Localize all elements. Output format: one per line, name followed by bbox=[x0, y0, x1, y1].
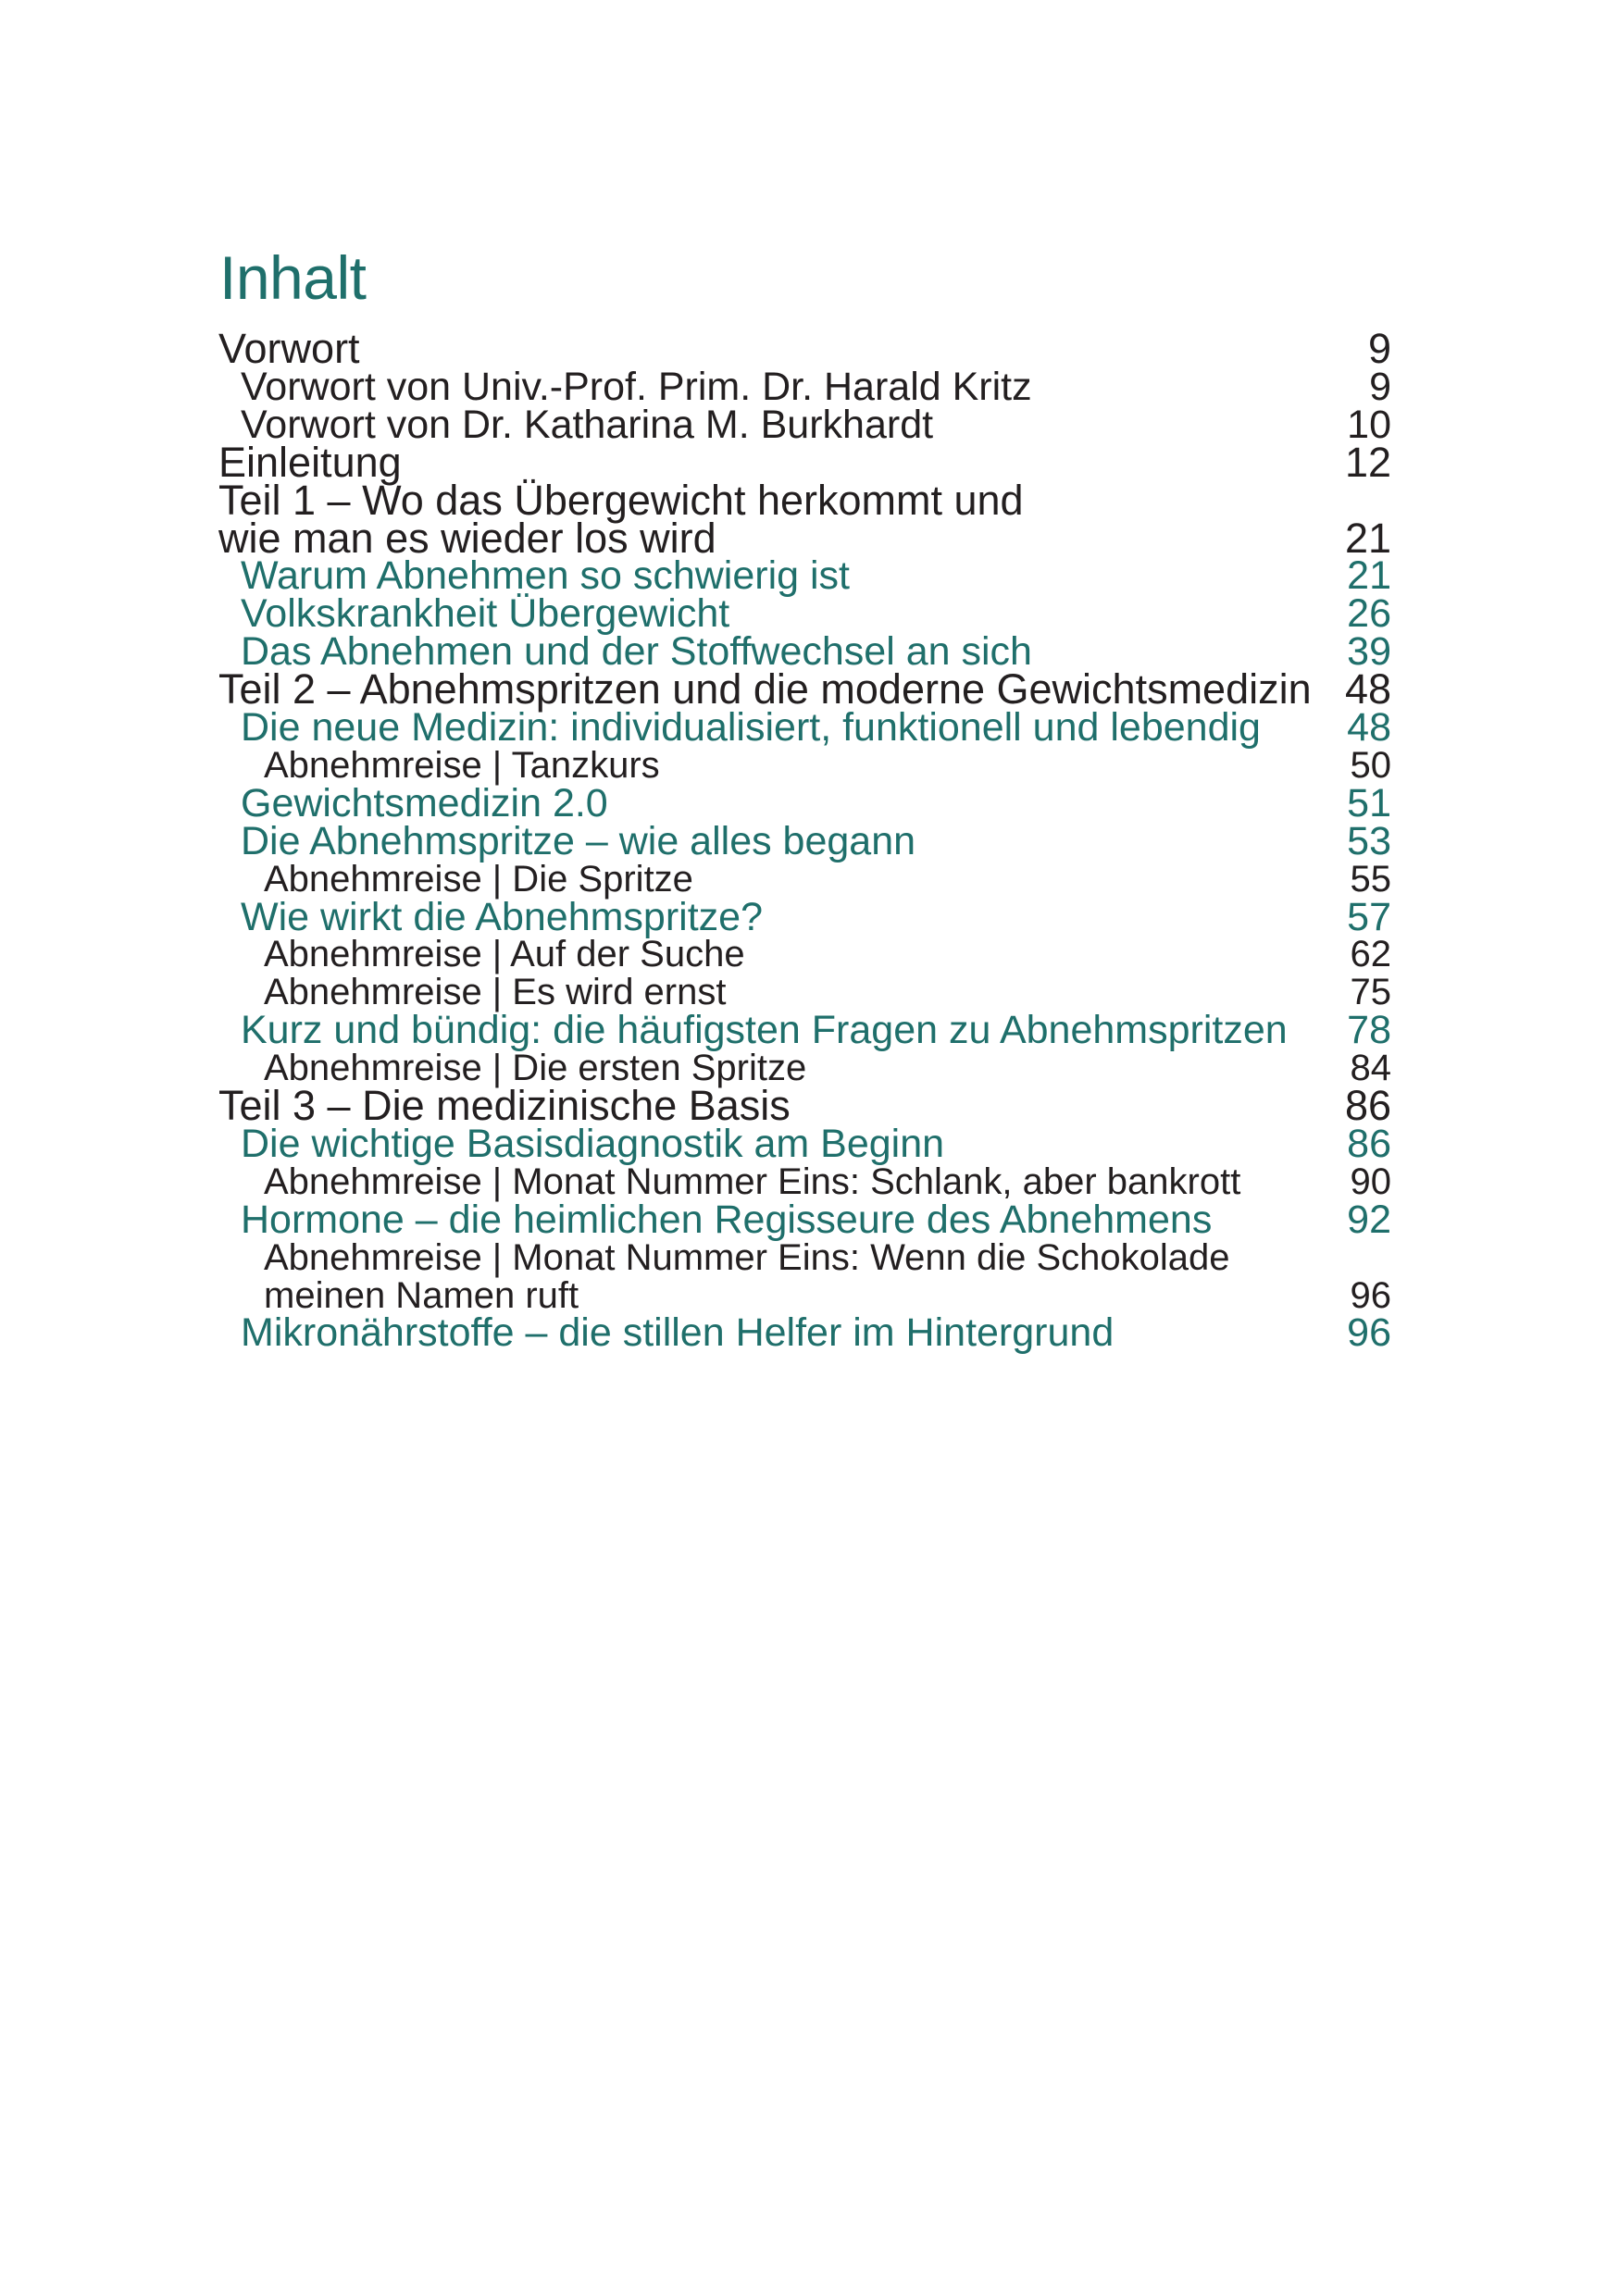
toc-entry[interactable] bbox=[0, 1302, 1619, 1363]
toc-entry-page-number: 86 bbox=[1344, 1082, 1391, 1129]
toc-entry-title: Hormone – die heimlichen Regisseure des Abnehmens bbox=[241, 1197, 1213, 1242]
toc-entry-page-number: 78 bbox=[1347, 1008, 1391, 1053]
toc-entry-title: Mikronährstoffe – die stillen Helfer im Hintergrund bbox=[241, 1310, 1115, 1356]
toc-entry-title: Die Abnehmspritze – wie alles begann bbox=[241, 818, 916, 863]
toc-entry-title: Abnehmreise | Tanzkurs bbox=[264, 744, 660, 786]
toc-entry-page-number: 39 bbox=[1347, 629, 1391, 675]
toc-entry-title: Vorwort bbox=[218, 325, 360, 372]
toc-entry-title: wie man es wieder los wird bbox=[218, 514, 716, 562]
toc-entry-page-number: 84 bbox=[1350, 1048, 1391, 1089]
toc-entry-page-number: 9 bbox=[1369, 364, 1391, 409]
toc-entry-page-number: 21 bbox=[1347, 553, 1391, 599]
toc-entry-page-number: 75 bbox=[1350, 972, 1391, 1013]
toc-entry-title: Kurz und bündig: die häufigsten Fragen zu Abnehmspritzen bbox=[241, 1008, 1288, 1053]
toc-entry-title: Teil 1 – Wo das Übergewicht herkommt und bbox=[218, 476, 1024, 524]
toc-entry-page-number: 9 bbox=[1367, 325, 1391, 372]
toc-entry-title: Volkskrankheit Übergewicht bbox=[241, 591, 730, 637]
toc-entry-page-number: 96 bbox=[1350, 1274, 1391, 1316]
toc-entry-title: Das Abnehmen und der Stoffwechsel an sich bbox=[241, 629, 1032, 675]
toc-entry-title: Einleitung bbox=[218, 438, 402, 486]
toc-entry-title: Vorwort von Univ.-Prof. Prim. Dr. Harald Kritz bbox=[241, 364, 1032, 409]
toc-entry-page-number: 57 bbox=[1347, 894, 1391, 939]
toc-entry-title: Abnehmreise | Es wird ernst bbox=[264, 972, 727, 1013]
toc-entry-page-number: 92 bbox=[1347, 1197, 1391, 1242]
toc-entry-page-number: 62 bbox=[1350, 934, 1391, 975]
toc-entry-page-number: 12 bbox=[1344, 438, 1391, 486]
toc-entry-title: Gewichtsmedizin 2.0 bbox=[241, 780, 608, 825]
toc-entry-page-number: 55 bbox=[1350, 858, 1391, 900]
page-title: Inhalt bbox=[219, 243, 367, 312]
toc-entry-page-number: 48 bbox=[1347, 705, 1391, 750]
toc-entry-title: Abnehmreise | Auf der Suche bbox=[264, 934, 745, 975]
toc-entry-title: Wie wirkt die Abnehmspritze? bbox=[241, 894, 763, 939]
toc-entry-page-number: 26 bbox=[1347, 591, 1391, 637]
toc-entry-title: Die wichtige Basisdiagnostik am Beginn bbox=[241, 1121, 945, 1166]
toc-entry-page-number: 21 bbox=[1344, 514, 1391, 562]
toc-entry-page-number: 10 bbox=[1347, 402, 1391, 447]
toc-entry-page-number: 86 bbox=[1347, 1121, 1391, 1166]
toc-entry-title: Abnehmreise | Die Spritze bbox=[264, 858, 693, 900]
toc-entry-title: Warum Abnehmen so schwierig ist bbox=[241, 553, 850, 599]
toc-entry-title: meinen Namen ruft bbox=[264, 1274, 579, 1316]
toc-entry-title: Abnehmreise | Monat Nummer Eins: Schlank, aber bankrott bbox=[264, 1160, 1241, 1202]
toc-entry-title: Die neue Medizin: individualisiert, funktionell und lebendig bbox=[241, 705, 1261, 750]
toc-entry-title: Abnehmreise | Die ersten Spritze bbox=[264, 1048, 807, 1089]
toc-entry-title: Teil 3 – Die medizinische Basis bbox=[218, 1082, 791, 1129]
toc-entry-title: Teil 2 – Abnehmspritzen und die moderne Gewichtsmedizin bbox=[218, 665, 1312, 714]
toc-entry-page-number: 96 bbox=[1347, 1310, 1391, 1356]
toc-entry-page-number: 90 bbox=[1350, 1160, 1391, 1202]
toc-entry-title: Abnehmreise | Monat Nummer Eins: Wenn die Schokolade bbox=[264, 1236, 1230, 1278]
toc-entry-title: Vorwort von Dr. Katharina M. Burkhardt bbox=[241, 402, 934, 447]
toc-entry-page-number: 53 bbox=[1347, 818, 1391, 863]
toc-entry-page-number: 48 bbox=[1344, 665, 1391, 714]
toc-entry-page-number: 50 bbox=[1350, 744, 1391, 786]
toc-entry-page-number: 51 bbox=[1347, 780, 1391, 825]
